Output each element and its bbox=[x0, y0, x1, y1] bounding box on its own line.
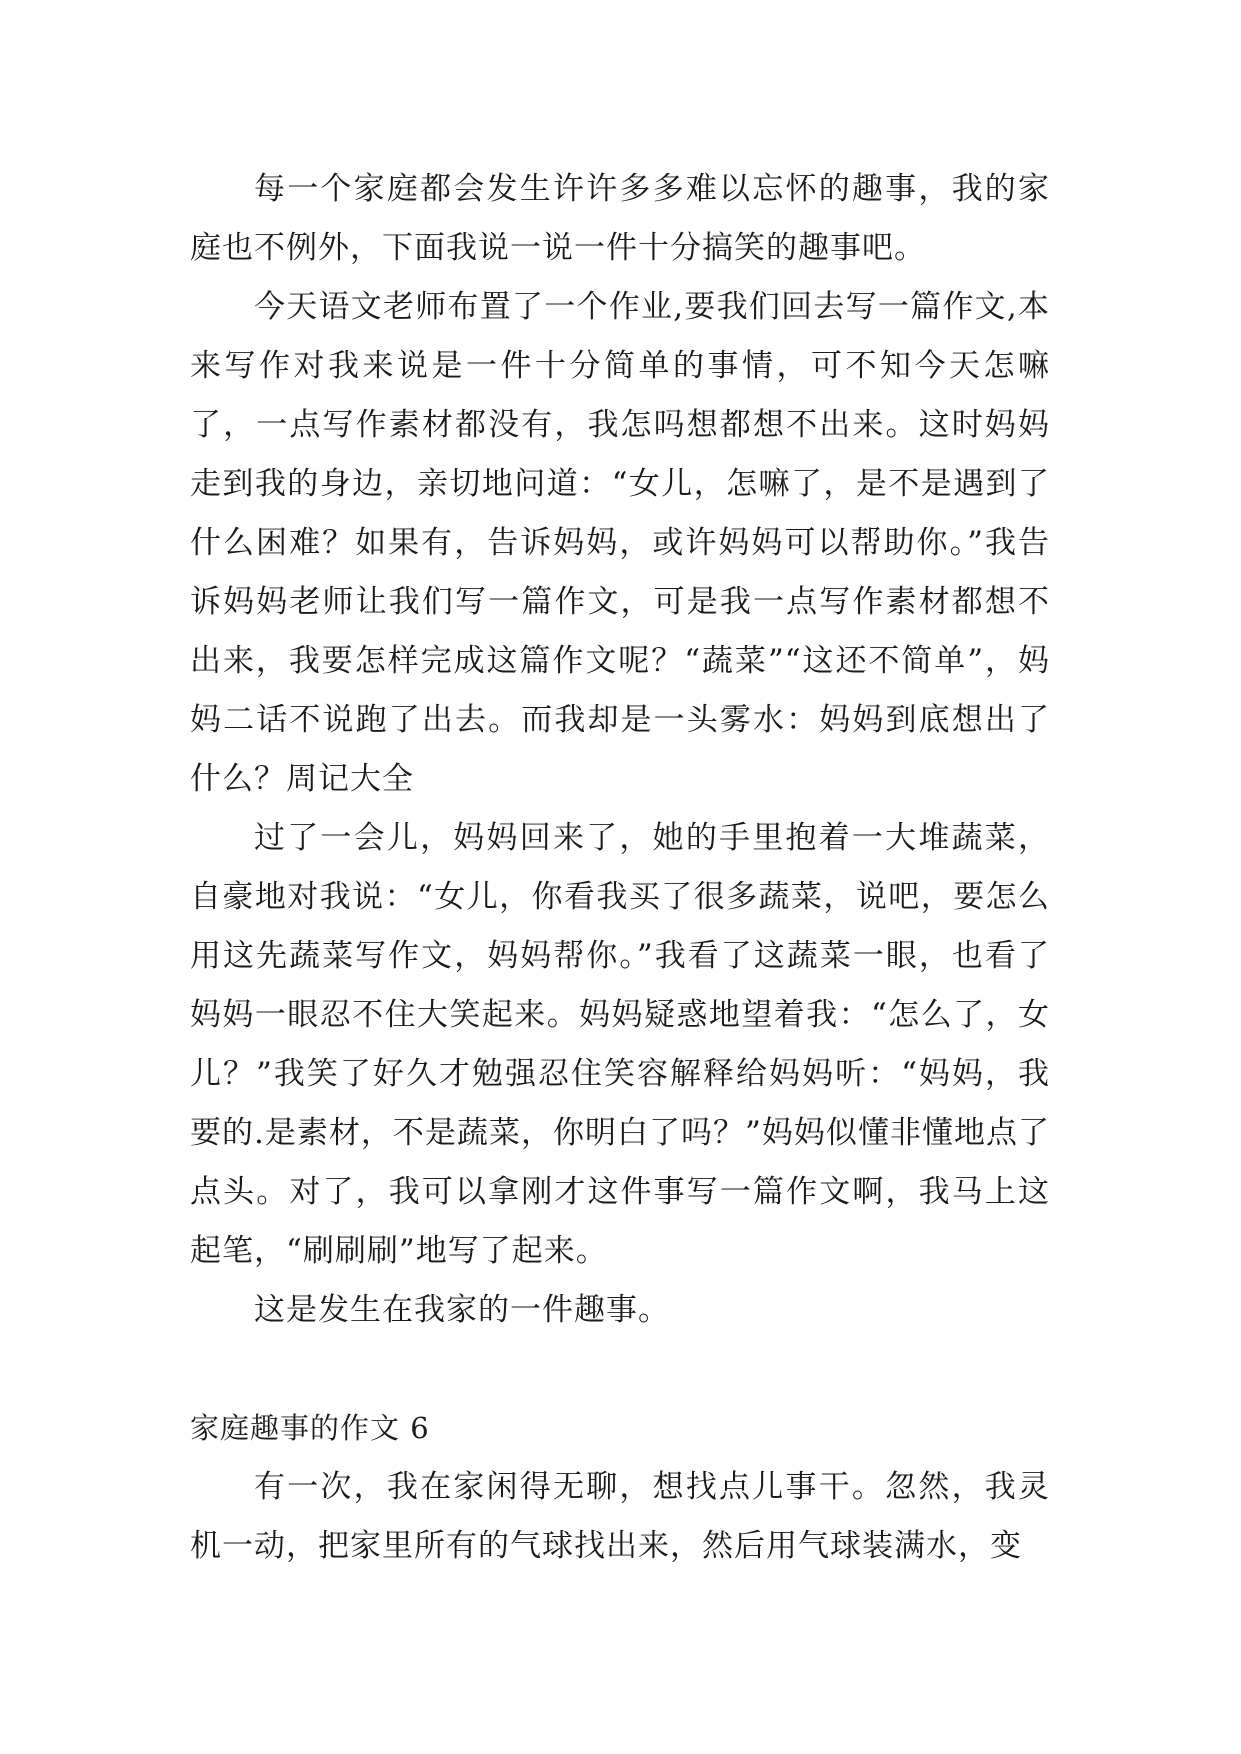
paragraph-vegetables: 过了一会儿，妈妈回来了，她的手里抱着一大堆蔬菜，自豪地对我说：“女儿，你看我买了很多蔬菜，说吧，要怎么用这先蔬菜写作文，妈妈帮你。”我看了这蔬菜一眼，也看了妈妈一眼忍不住大笑起来。妈妈疑惑地望着我：“怎么了，女儿？”我笑了好久才勉强忍住笑容解释给妈妈听：“妈妈，我要的.是素材，不是蔬菜，你明白了吗？”妈妈似懂非懂地点了点头。对了，我可以拿刚才这件事写一篇作文啊，我马上这起笔，“刷刷刷”地写了起来。 bbox=[190, 820, 1050, 1269]
paragraph-conclusion: 这是发生在我家的一件趣事。 bbox=[254, 1292, 670, 1328]
document-body bbox=[190, 160, 1050, 1576]
paragraph-intro: 每一个家庭都会发生许许多多难以忘怀的趣事，我的家庭也不例外，下面我说一说一件十分搞笑的趣事吧。 bbox=[190, 171, 1050, 266]
paragraph-balloons: 有一次，我在家闲得无聊，想找点儿事干。忽然，我灵机一动，把家里所有的气球找出来，然后用气球装满水，变 bbox=[190, 1469, 1050, 1564]
section-heading: 家庭趣事的作文 6 bbox=[190, 1411, 430, 1445]
paragraph-homework: 今天语文老师布置了一个作业,要我们回去写一篇作文,本来写作对我来说是一件十分简单的事情，可不知今天怎嘛了，一点写作素材都没有，我怎吗想都想不出来。这时妈妈走到我的身边，亲切地问道：“女儿，怎嘛了，是不是遇到了什么困难？如果有，告诉妈妈，或许妈妈可以帮助你。”我告诉妈妈老师让我们写一篇作文，可是我一点写作素材都想不出来，我要怎样完成这篇作文呢？“蔬菜”“这还不简单”，妈妈二话不说跑了出去。而我却是一头雾水：妈妈到底想出了什么？周记大全 bbox=[190, 289, 1050, 797]
